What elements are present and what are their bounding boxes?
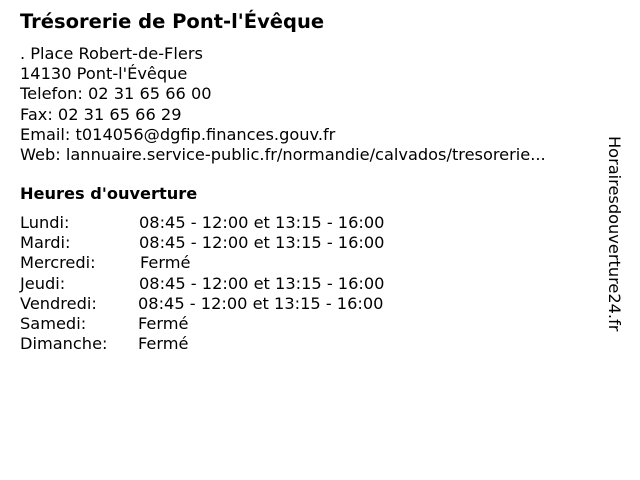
hours-row-mardi [20, 233, 610, 253]
hours-row-dimanche [20, 334, 610, 354]
office-card [20, 9, 610, 354]
day-hours: 08:45 - 12:00 et 13:15 - 16:00 [138, 293, 384, 313]
day-label: Jeudi: [20, 273, 66, 293]
hours-row-lundi [20, 213, 610, 233]
opening-hours-heading: Heures d'ouverture [20, 184, 198, 204]
web-line: Web: lannuaire.service-public.fr/normandie/calvados/tresorerie... [20, 145, 546, 165]
day-label: Samedi: [20, 313, 87, 333]
site-watermark: Horairesdouverture24.fr [605, 136, 624, 332]
day-hours: Fermé [140, 253, 191, 273]
email-line: Email: t014056@dgfip.finances.gouv.fr [20, 124, 336, 144]
hours-row-mercredi [20, 253, 610, 273]
day-hours: Fermé [138, 333, 189, 353]
day-label: Dimanche: [20, 333, 108, 353]
day-label: Vendredi: [20, 293, 97, 313]
hours-row-vendredi [20, 294, 610, 314]
day-label: Lundi: [20, 213, 70, 233]
hours-row-jeudi [20, 274, 610, 294]
page-title: Trésorerie de Pont-l'Évêque [20, 10, 325, 33]
day-label: Mardi: [20, 233, 71, 253]
phone-line: Telefon: 02 31 65 66 00 [20, 84, 212, 104]
address-line-2: 14130 Pont-l'Évêque [20, 64, 188, 84]
address-line-1: . Place Robert-de-Flers [20, 44, 203, 63]
fax-line: Fax: 02 31 65 66 29 [20, 104, 182, 124]
day-hours: 08:45 - 12:00 et 13:15 - 16:00 [139, 233, 385, 253]
day-hours: Fermé [138, 313, 189, 333]
day-hours: 08:45 - 12:00 et 13:15 - 16:00 [139, 213, 385, 233]
day-label: Mercredi: [20, 253, 96, 273]
day-hours: 08:45 - 12:00 et 13:15 - 16:00 [139, 273, 385, 293]
opening-hours-table [20, 213, 610, 354]
hours-row-samedi [20, 314, 610, 334]
